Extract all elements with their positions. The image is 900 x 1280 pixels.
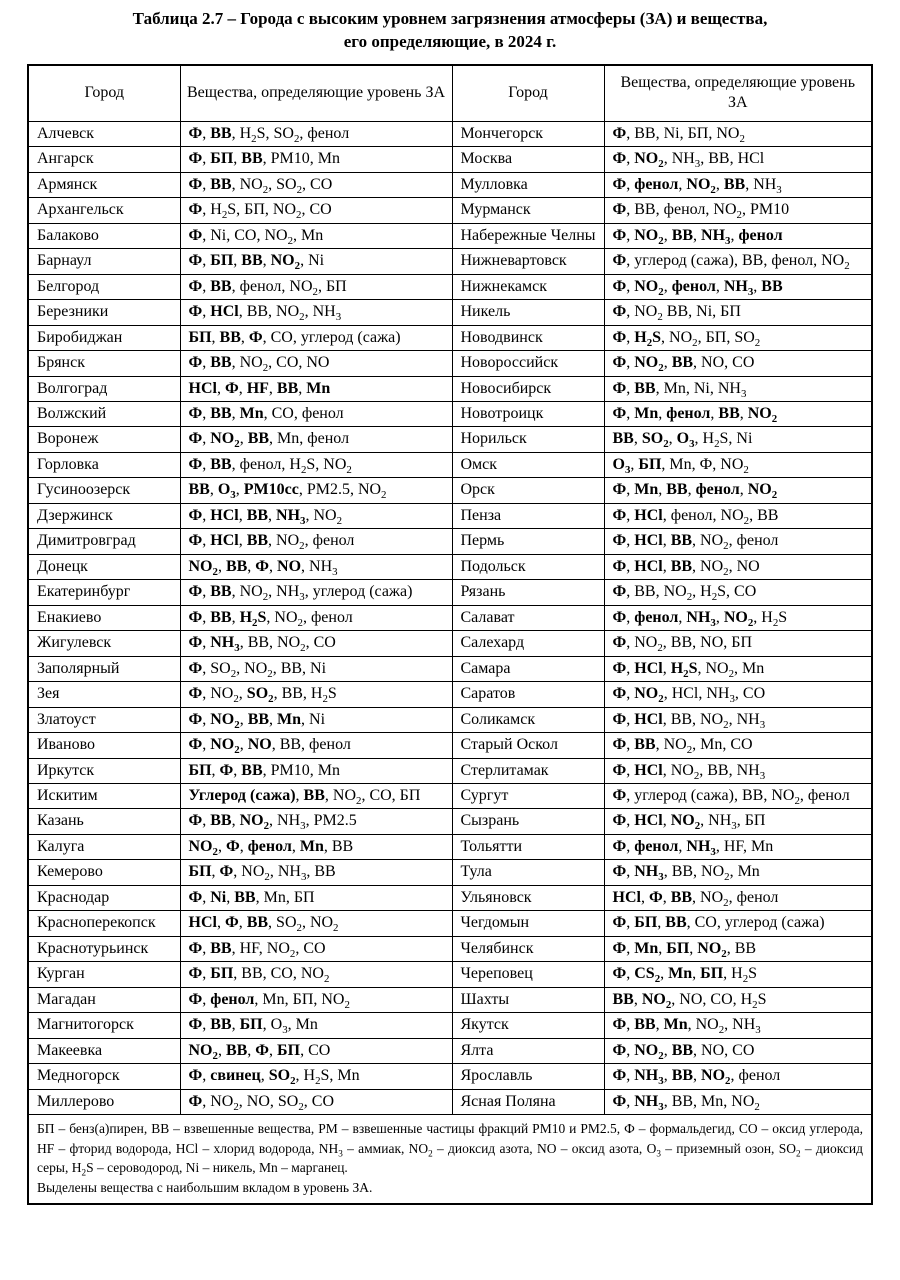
substances-cell-right: ВВ, $SO_2$, $O_3$, $H_2S$, Ni [604,427,872,452]
city-cell-left: Димитровград [28,529,180,554]
city-cell-right: Мончегорск [452,121,604,146]
substances-cell-right: Ф, $NO_2$, фенол, $NH_3$, ВВ [604,274,872,299]
table-row [28,860,872,885]
substances-cell-right: Ф, $CS_2$, Mn, БП, $H_2S$ [604,962,872,987]
substances-cell-right: Ф, фенол, $NO_2$, ВВ, $NH_3$ [604,172,872,197]
pollution-table [27,64,873,1205]
substances-cell-right: Ф, $NO_2$, HCl, $NH_3$, CO [604,682,872,707]
substances-cell-left: БП, ВВ, Ф, CO, углерод (сажа) [180,325,452,350]
substances-cell-right: Ф, БП, ВВ, CO, углерод (сажа) [604,911,872,936]
substances-cell-left: Ф, $NO_2$, ВВ, Mn, Ni [180,707,452,732]
table-header [28,65,872,121]
table-row [28,1089,872,1114]
substances-cell-left: Ф, $NO_2$, $SO_2$, ВВ, $H_2S$ [180,682,452,707]
substances-cell-right: $O_3$, БП, Mn, Ф, $NO_2$ [604,452,872,477]
city-cell-right: Тула [452,860,604,885]
header-substances-right: Вещества, определяющие уровень ЗА [604,65,872,121]
table-row [28,529,872,554]
table-row [28,478,872,503]
city-cell-right: Мурманск [452,198,604,223]
city-cell-left: Заполярный [28,656,180,681]
city-cell-left: Магнитогорск [28,1013,180,1038]
city-cell-right: Орск [452,478,604,503]
city-cell-right: Пермь [452,529,604,554]
substances-cell-left: Ф, БП, ВВ, PM10, Mn [180,147,452,172]
header-substances-left: Вещества, определяющие уровень ЗА [180,65,452,121]
substances-cell-right: Ф, $NH_3$, ВВ, Mn, $NO_2$ [604,1089,872,1114]
table-row [28,682,872,707]
city-cell-right: Якутск [452,1013,604,1038]
substances-cell-right: ВВ, $NO_2$, NO, CO, $H_2S$ [604,987,872,1012]
table-row [28,834,872,859]
substances-cell-right: Ф, Mn, фенол, ВВ, $NO_2$ [604,401,872,426]
substances-cell-right: Ф, $NH_3$, ВВ, $NO_2$, фенол [604,1064,872,1089]
city-cell-right: Подольск [452,554,604,579]
substances-cell-right: Ф, $NO_2$, ВВ, $NH_3$, фенол [604,223,872,248]
city-cell-left: Березники [28,300,180,325]
city-cell-left: Архангельск [28,198,180,223]
substances-cell-left: Ф, $NH_3$, ВВ, $NO_2$, CO [180,631,452,656]
city-cell-left: Иркутск [28,758,180,783]
table-row [28,605,872,630]
city-cell-right: Набережные Челны [452,223,604,248]
city-cell-left: Барнаул [28,249,180,274]
table-row [28,733,872,758]
substances-cell-right: HCl, Ф, ВВ, $NO_2$, фенол [604,885,872,910]
substances-cell-right: Ф, ВВ, $NO_2$, Mn, CO [604,733,872,758]
substances-cell-left: Ф, ВВ, БП, $O_3$, Mn [180,1013,452,1038]
substances-cell-right: Ф, HCl, $NO_2$, $NH_3$, БП [604,809,872,834]
city-cell-right: Новодвинск [452,325,604,350]
city-cell-left: Армянск [28,172,180,197]
substances-cell-right: Ф, Mn, ВВ, фенол, $NO_2$ [604,478,872,503]
table-title-line2: его определяющие, в 2024 г. [343,31,557,51]
city-cell-left: Калуга [28,834,180,859]
table-row [28,223,872,248]
substances-cell-left: Ф, $NO_2$, ВВ, Mn, фенол [180,427,452,452]
substances-cell-left: Ф, ВВ, $NO_2$, $NH_3$, PM2.5 [180,809,452,834]
table-row [28,631,872,656]
footnote-bold-note: Выделены вещества с наибольшим вкладом в уровень ЗА. [37,1179,373,1195]
city-cell-right: Шахты [452,987,604,1012]
table-title-line1: Таблица 2.7 – Города с высоким уровнем загрязнения атмосферы (ЗА) и вещества, [132,9,768,28]
substances-cell-left: Ф, фенол, Mn, БП, $NO_2$ [180,987,452,1012]
substances-cell-right: Ф, углерод (сажа), ВВ, фенол, $NO_2$ [604,249,872,274]
substances-cell-left: Ф, Ni, CO, $NO_2$, Mn [180,223,452,248]
city-cell-left: Воронеж [28,427,180,452]
table-row [28,351,872,376]
city-cell-left: Брянск [28,351,180,376]
table-title [28,8,872,54]
table-row [28,452,872,477]
substances-cell-left: ВВ, $O_3$, PM10сс, PM2.5, $NO_2$ [180,478,452,503]
table-row [28,885,872,910]
table-footer [28,1115,872,1205]
table-row [28,809,872,834]
header-city-right: Город [452,65,604,121]
footnote-legend: БП – бенз(а)пирен, ВВ – взвешенные вещества, PM – взвешенные частицы фракций PM10 и PM2.5, Ф – формальдегид, CO – оксид углерода, HF – фторид водорода, HCl – хлорид водорода, $NH_3$ – аммиак, $NO_2$ – диоксид азота, NO – оксид азота, $O_3$ – приземный озон, $SO_2$ – диоксид серы, $H_2S$ – сероводород, Ni – никель, Mn – марганец. [37,1121,863,1178]
city-cell-left: Волжский [28,401,180,426]
city-cell-left: Енакиево [28,605,180,630]
substances-cell-left: $NO_2$, ВВ, Ф, БП, CO [180,1038,452,1063]
city-cell-left: Макеевка [28,1038,180,1063]
substances-cell-left: Ф, ВВ, $NO_2$, $NH_3$, углерод (сажа) [180,580,452,605]
city-cell-right: Сызрань [452,809,604,834]
substances-cell-right: Ф, $NO_2$, ВВ, NO, CO [604,351,872,376]
substances-cell-right: Ф, HCl, $NO_2$, ВВ, $NH_3$ [604,758,872,783]
table-row [28,249,872,274]
substances-cell-left: Ф, $SO_2$, $NO_2$, ВВ, Ni [180,656,452,681]
table-row [28,1013,872,1038]
city-cell-left: Биробиджан [28,325,180,350]
city-cell-left: Горловка [28,452,180,477]
header-city-left: Город [28,65,180,121]
substances-cell-left: Ф, ВВ, $NO_2$, $SO_2$, CO [180,172,452,197]
substances-cell-right: Ф, фенол, $NH_3$, $NO_2$, $H_2S$ [604,605,872,630]
city-cell-right: Новороссийск [452,351,604,376]
substances-cell-right: Ф, HCl, ВВ, $NO_2$, фенол [604,529,872,554]
city-cell-left: Волгоград [28,376,180,401]
city-cell-left: Белгород [28,274,180,299]
substances-cell-left: Ф, $H_2S$, БП, $NO_2$, CO [180,198,452,223]
substances-cell-right: Ф, $NH_3$, ВВ, $NO_2$, Mn [604,860,872,885]
city-cell-right: Рязань [452,580,604,605]
city-cell-right: Ясная Поляна [452,1089,604,1114]
city-cell-right: Пенза [452,503,604,528]
city-cell-left: Казань [28,809,180,834]
table-row [28,784,872,809]
city-cell-right: Саратов [452,682,604,707]
table-row [28,987,872,1012]
city-cell-right: Тольятти [452,834,604,859]
substances-cell-left: Углерод (сажа), ВВ, $NO_2$, CO, БП [180,784,452,809]
substances-cell-right: Ф, $NO_2$, $NH_3$, ВВ, HCl [604,147,872,172]
city-cell-left: Красноперекопск [28,911,180,936]
substances-cell-left: $NO_2$, Ф, фенол, Mn, ВВ [180,834,452,859]
substances-cell-right: Ф, углерод (сажа), ВВ, $NO_2$, фенол [604,784,872,809]
table-row [28,325,872,350]
table-row [28,1064,872,1089]
table-row [28,554,872,579]
table-row [28,300,872,325]
substances-cell-left: Ф, $NO_2$, NO, $SO_2$, CO [180,1089,452,1114]
substances-cell-right: Ф, ВВ, Mn, $NO_2$, $NH_3$ [604,1013,872,1038]
city-cell-right: Омск [452,452,604,477]
substances-cell-right: Ф, ВВ, $NO_2$, $H_2S$, CO [604,580,872,605]
table-row [28,503,872,528]
city-cell-right: Никель [452,300,604,325]
city-cell-left: Краснотурьинск [28,936,180,961]
city-cell-right: Нижневартовск [452,249,604,274]
substances-cell-left: Ф, ВВ, Mn, CO, фенол [180,401,452,426]
city-cell-right: Соликамск [452,707,604,732]
city-cell-left: Курган [28,962,180,987]
substances-cell-right: Ф, $NO_2$ ВВ, Ni, БП [604,300,872,325]
substances-cell-right: Ф, HCl, ВВ, $NO_2$, $NH_3$ [604,707,872,732]
city-cell-right: Нижнекамск [452,274,604,299]
table-row [28,1038,872,1063]
substances-cell-left: Ф, ВВ, $H_2S$, $SO_2$, фенол [180,121,452,146]
city-cell-left: Дзержинск [28,503,180,528]
table-row [28,962,872,987]
substances-cell-left: БП, Ф, $NO_2$, $NH_3$, ВВ [180,860,452,885]
table-row [28,376,872,401]
table-row [28,427,872,452]
substances-cell-left: Ф, ВВ, $NO_2$, CO, NO [180,351,452,376]
table-row [28,147,872,172]
table-row [28,707,872,732]
city-cell-right: Норильск [452,427,604,452]
substances-cell-left: Ф, Ni, ВВ, Mn, БП [180,885,452,910]
city-cell-left: Екатеринбург [28,580,180,605]
substances-cell-left: Ф, $NO_2$, NO, ВВ, фенол [180,733,452,758]
city-cell-right: Москва [452,147,604,172]
footnote-cell [28,1115,872,1205]
city-cell-left: Зея [28,682,180,707]
table-body [28,121,872,1114]
substances-cell-left: Ф, ВВ, $H_2S$, $NO_2$, фенол [180,605,452,630]
table-row [28,758,872,783]
substances-cell-left: Ф, ВВ, фенол, $H_2S$, $NO_2$ [180,452,452,477]
city-cell-right: Салават [452,605,604,630]
city-cell-left: Магадан [28,987,180,1012]
substances-cell-left: Ф, ВВ, HF, $NO_2$, CO [180,936,452,961]
substances-cell-left: Ф, HCl, ВВ, $NH_3$, $NO_2$ [180,503,452,528]
city-cell-right: Ялта [452,1038,604,1063]
substances-cell-left: Ф, HCl, ВВ, $NO_2$, $NH_3$ [180,300,452,325]
city-cell-left: Балаково [28,223,180,248]
city-cell-left: Иваново [28,733,180,758]
city-cell-left: Алчевск [28,121,180,146]
city-cell-left: Ангарск [28,147,180,172]
table-row [28,656,872,681]
substances-cell-right: Ф, $NO_2$, ВВ, NO, БП [604,631,872,656]
city-cell-left: Кемерово [28,860,180,885]
city-cell-left: Краснодар [28,885,180,910]
substances-cell-right: Ф, Mn, БП, $NO_2$, ВВ [604,936,872,961]
substances-cell-right: Ф, $H_2S$, $NO_2$, БП, $SO_2$ [604,325,872,350]
substances-cell-right: Ф, HCl, $H_2S$, $NO_2$, Mn [604,656,872,681]
city-cell-left: Гусиноозерск [28,478,180,503]
city-cell-right: Ярославль [452,1064,604,1089]
city-cell-right: Челябинск [452,936,604,961]
substances-cell-right: Ф, ВВ, фенол, $NO_2$, PM10 [604,198,872,223]
city-cell-left: Медногорск [28,1064,180,1089]
header-row [28,65,872,121]
city-cell-left: Жигулевск [28,631,180,656]
substances-cell-left: $NO_2$, ВВ, Ф, NO, $NH_3$ [180,554,452,579]
substances-cell-left: Ф, HCl, ВВ, $NO_2$, фенол [180,529,452,554]
substances-cell-left: HCl, Ф, HF, ВВ, Mn [180,376,452,401]
table-row [28,936,872,961]
table-row [28,911,872,936]
city-cell-right: Салехард [452,631,604,656]
city-cell-left: Донецк [28,554,180,579]
city-cell-left: Миллерово [28,1089,180,1114]
table-row [28,401,872,426]
table-row [28,121,872,146]
table-row [28,198,872,223]
substances-cell-left: Ф, ВВ, фенол, $NO_2$, БП [180,274,452,299]
substances-cell-right: Ф, HCl, фенол, $NO_2$, ВВ [604,503,872,528]
substances-cell-left: Ф, БП, ВВ, $NO_2$, Ni [180,249,452,274]
substances-cell-right: Ф, ВВ, Mn, Ni, $NH_3$ [604,376,872,401]
city-cell-right: Старый Оскол [452,733,604,758]
city-cell-right: Стерлитамак [452,758,604,783]
city-cell-right: Сургут [452,784,604,809]
substances-cell-left: БП, Ф, ВВ, PM10, Mn [180,758,452,783]
city-cell-right: Чегдомын [452,911,604,936]
substances-cell-right: Ф, HCl, ВВ, $NO_2$, NO [604,554,872,579]
city-cell-right: Череповец [452,962,604,987]
substances-cell-left: Ф, БП, ВВ, CO, $NO_2$ [180,962,452,987]
city-cell-right: Новосибирск [452,376,604,401]
city-cell-left: Златоуст [28,707,180,732]
city-cell-right: Ульяновск [452,885,604,910]
substances-cell-left: HCl, Ф, ВВ, $SO_2$, $NO_2$ [180,911,452,936]
city-cell-right: Самара [452,656,604,681]
city-cell-right: Новотроицк [452,401,604,426]
table-row [28,274,872,299]
city-cell-right: Мулловка [452,172,604,197]
table-row [28,580,872,605]
substances-cell-right: Ф, фенол, $NH_3$, HF, Mn [604,834,872,859]
substances-cell-right: Ф, ВВ, Ni, БП, $NO_2$ [604,121,872,146]
footnote-row [28,1115,872,1205]
substances-cell-right: Ф, $NO_2$, ВВ, NO, CO [604,1038,872,1063]
table-row [28,172,872,197]
substances-cell-left: Ф, свинец, $SO_2$, $H_2S$, Mn [180,1064,452,1089]
city-cell-left: Искитим [28,784,180,809]
